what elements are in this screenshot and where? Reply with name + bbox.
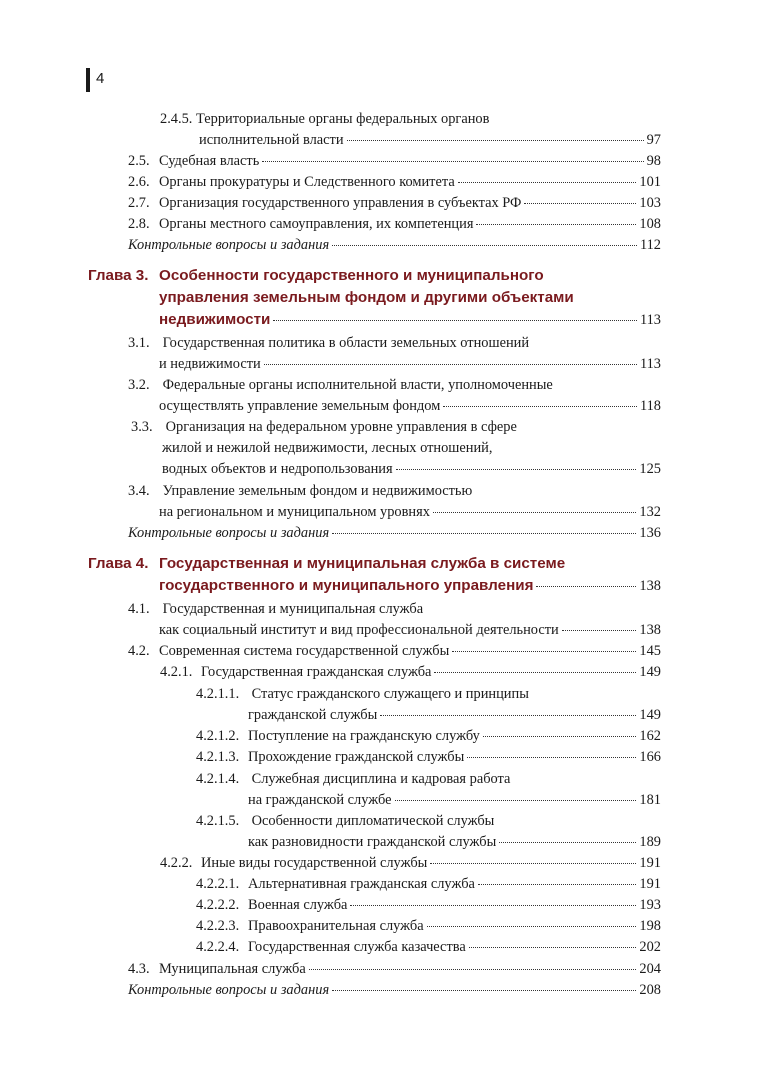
toc-entry-number: 4.2.	[128, 643, 150, 659]
toc-entry-4-2-1-1-cont[interactable]	[248, 705, 661, 726]
toc-entry-page: 189	[639, 834, 661, 850]
toc-entry-title: Поступление на гражданскую службу	[248, 728, 480, 744]
toc-entry-4-2-2-2[interactable]	[196, 895, 661, 916]
toc-entry-title: исполнительной власти	[199, 132, 344, 148]
toc-entry-title: Прохождение гражданской службы	[248, 749, 465, 765]
toc-entry-number: 4.1.	[128, 601, 150, 617]
dot-leader	[332, 533, 636, 534]
toc-entry-title: Государственная служба казачества	[248, 939, 466, 955]
toc-entry-title: Муниципальная служба	[159, 961, 306, 977]
dot-leader	[433, 512, 636, 513]
toc-entry-2-7[interactable]	[128, 193, 661, 214]
toc-entry-title: как социальный институт и вид профессиональной деятельности	[159, 622, 559, 638]
toc-entry-title: Организация государственного управления в субъектах РФ	[159, 195, 522, 211]
toc-entry-number: 3.2.	[128, 377, 150, 393]
toc-entry-page: 191	[639, 855, 661, 871]
toc-entry-3-3-line2: жилой и нежилой недвижимости, лесных отношений,	[162, 440, 493, 456]
dot-leader	[499, 842, 636, 843]
toc-entry-title: Современная система государственной службы	[159, 643, 450, 659]
toc-entry-number: 3.4.	[128, 483, 150, 499]
toc-entry-title: Государственная и муниципальная служба	[162, 601, 424, 617]
toc-entry-number: 4.2.1.	[160, 664, 193, 680]
toc-entry-number: 4.2.2.	[160, 855, 193, 871]
toc-entry-4-1-cont[interactable]	[159, 620, 661, 641]
dot-leader	[452, 651, 636, 652]
toc-entry-title: Служебная дисциплина и кадровая работа	[251, 771, 511, 787]
toc-entry-title: Органы прокуратуры и Следственного комитета	[159, 174, 455, 190]
toc-entry-number: 4.2.1.2.	[196, 728, 240, 744]
toc-entry-page: 112	[639, 237, 661, 253]
toc-entry-title: на региональном и муниципальном уровнях	[159, 504, 430, 520]
dot-leader	[332, 990, 636, 991]
dot-leader	[380, 715, 636, 716]
toc-entry-4-2-1-5-cont[interactable]	[248, 832, 661, 853]
toc-entry-3-1-cont[interactable]	[159, 354, 661, 375]
toc-entry-page: 162	[639, 728, 661, 744]
toc-entry-title: на гражданской службе	[248, 792, 392, 808]
toc-entry-page: 181	[639, 792, 661, 808]
toc-entry-page: 191	[639, 876, 661, 892]
toc-entry-page: 198	[639, 918, 661, 934]
toc-entry-title: Территориальные органы федеральных органов	[196, 111, 490, 127]
toc-entry-3-3	[131, 417, 517, 438]
toc-entry-page: 149	[639, 664, 661, 680]
toc-entry-title: Контрольные вопросы и задания	[128, 237, 330, 253]
page-number-bar	[86, 68, 90, 92]
toc-entry-4-2-1-4-cont[interactable]	[248, 790, 661, 811]
toc-entry-number: 4.2.1.1.	[196, 686, 240, 702]
toc-entry-page: 149	[639, 707, 661, 723]
chapter-title-line: государственного и муниципального управления	[159, 577, 534, 594]
dot-leader	[458, 182, 637, 183]
toc-entry-number: 4.2.2.2.	[196, 897, 240, 913]
toc-entry-page: 101	[639, 174, 661, 190]
dot-leader	[332, 245, 637, 246]
toc-entry-3-4	[128, 481, 472, 502]
toc-entry-4-1	[128, 599, 423, 620]
toc-entry-3-2-cont[interactable]	[159, 396, 661, 417]
dot-leader	[427, 926, 637, 927]
dot-leader	[562, 630, 637, 631]
dot-leader	[396, 469, 637, 470]
toc-entry-page: 118	[639, 398, 661, 414]
toc-entry-3-4-cont[interactable]	[159, 502, 661, 523]
toc-entry-title: Организация на федеральном уровне управления в сфере	[165, 419, 517, 435]
dot-leader	[469, 947, 637, 948]
toc-entry-page: 113	[639, 356, 661, 372]
toc-entry-4-3[interactable]	[128, 959, 661, 980]
dot-leader	[350, 905, 636, 906]
toc-entry-page: 138	[639, 622, 661, 638]
dot-leader	[524, 203, 636, 204]
toc-entry-page: 132	[639, 504, 661, 520]
toc-entry-questions-ch3[interactable]	[128, 523, 661, 544]
toc-entry-2-5[interactable]	[128, 151, 661, 172]
toc-entry-3-3-cont[interactable]	[162, 459, 661, 480]
toc-entry-4-2-1-4	[196, 769, 510, 790]
toc-entry-page: 103	[639, 195, 661, 211]
toc-entry-number: 4.2.2.3.	[196, 918, 240, 934]
toc-entry-4-2-2-3[interactable]	[196, 916, 661, 937]
toc-entry-title: Иные виды государственной службы	[201, 855, 428, 871]
toc-entry-number: 2.5.	[128, 153, 150, 169]
toc-entry-4-2-2[interactable]	[160, 853, 661, 874]
dot-leader	[536, 586, 636, 587]
chapter-title-line: Особенности государственного и муниципального	[159, 267, 544, 284]
toc-entry-number: 3.3.	[131, 419, 153, 435]
toc-entry-title: Государственная гражданская служба	[201, 664, 432, 680]
dot-leader	[430, 863, 636, 864]
toc-entry-4-2[interactable]	[128, 641, 661, 662]
dot-leader	[347, 140, 644, 141]
toc-entry-page: 145	[639, 643, 661, 659]
toc-entry-title: осуществлять управление земельным фондом	[159, 398, 441, 414]
toc-entry-number: 2.8.	[128, 216, 150, 232]
toc-entry-page: 136	[639, 525, 661, 541]
toc-entry-number: 2.4.5.	[160, 111, 193, 127]
dot-leader	[476, 224, 636, 225]
toc-entry-2-4-5-cont[interactable]	[199, 130, 661, 151]
dot-leader	[395, 800, 637, 801]
toc-entry-title: Контрольные вопросы и задания	[128, 982, 330, 998]
toc-entry-page: 125	[639, 461, 661, 477]
dot-leader	[309, 969, 637, 970]
toc-entry-page: 97	[646, 132, 661, 148]
toc-entry-4-2-1-1	[196, 684, 529, 705]
toc-entry-title: Органы местного самоуправления, их компетенция	[159, 216, 474, 232]
toc-entry-title: и недвижимости	[159, 356, 261, 372]
toc-entry-title: Судебная власть	[159, 153, 260, 169]
toc-entry-2-8[interactable]	[128, 214, 661, 235]
toc-entry-title: Управление земельным фондом и недвижимостью	[162, 483, 473, 499]
toc-entry-title: Контрольные вопросы и задания	[128, 525, 330, 541]
chapter-label: Глава 3.	[88, 267, 149, 284]
toc-entry-number: 2.6.	[128, 174, 150, 190]
toc-entry-title: как разновидности гражданской службы	[248, 834, 497, 850]
toc-entry-number: 4.2.1.4.	[196, 771, 240, 787]
toc-entry-title: Государственная политика в области земельных отношений	[162, 335, 530, 351]
dot-leader	[434, 672, 636, 673]
toc-entry-page: 208	[639, 982, 661, 998]
toc-entry-2-6[interactable]	[128, 172, 661, 193]
page-number: 4	[96, 70, 105, 87]
dot-leader	[273, 320, 637, 321]
toc-entry-page: 108	[639, 216, 661, 232]
toc-entry-number: 4.2.2.4.	[196, 939, 240, 955]
toc-entry-page: 166	[639, 749, 661, 765]
chapter-label: Глава 4.	[88, 555, 149, 572]
toc-entry-page: 204	[639, 961, 661, 977]
toc-entry-page: 202	[639, 939, 661, 955]
toc-entry-title: Военная служба	[248, 897, 348, 913]
dot-leader	[262, 161, 643, 162]
toc-entry-title: Альтернативная гражданская служба	[248, 876, 475, 892]
toc-entry-page: 193	[639, 897, 661, 913]
toc-entry-number: 4.2.1.5.	[196, 813, 240, 829]
toc-entry-number: 2.7.	[128, 195, 150, 211]
dot-leader	[264, 364, 637, 365]
dot-leader	[467, 757, 636, 758]
dot-leader	[483, 736, 637, 737]
chapter-title-line: Государственная и муниципальная служба в системе	[159, 555, 566, 572]
chapter-title-line: недвижимости	[159, 311, 271, 328]
toc-entry-4-2-2-4[interactable]	[196, 937, 661, 958]
toc-entry-title: водных объектов и недропользования	[162, 461, 393, 477]
toc-entry-number: 4.3.	[128, 961, 150, 977]
toc-entry-title: Статус гражданского служащего и принципы	[251, 686, 529, 702]
toc-entry-number: 4.2.1.3.	[196, 749, 240, 765]
toc-entry-questions-ch4[interactable]	[128, 980, 661, 1001]
toc-entry-number: 3.1.	[128, 335, 150, 351]
chapter-4-heading-cont[interactable]	[159, 575, 661, 597]
dot-leader	[443, 406, 637, 407]
toc-entry-questions-ch2[interactable]	[128, 235, 661, 256]
chapter-title-line: управления земельным фондом и другими объектами	[159, 289, 574, 306]
dot-leader	[478, 884, 637, 885]
chapter-4-heading[interactable]	[88, 553, 668, 575]
toc-entry-page: 138	[639, 578, 661, 594]
toc-entry-title: Федеральные органы исполнительной власти, уполномоченные	[162, 377, 553, 393]
toc-entry-4-2-1-3[interactable]	[196, 747, 661, 768]
toc-entry-title: Особенности дипломатической службы	[251, 813, 495, 829]
toc-entry-4-2-1[interactable]	[160, 662, 661, 683]
toc-entry-3-1	[128, 333, 529, 354]
toc-entry-4-2-1-2[interactable]	[196, 726, 661, 747]
toc-entry-4-2-2-1[interactable]	[196, 874, 661, 895]
toc-entry-title: Правоохранительная служба	[248, 918, 424, 934]
toc-entry-number: 4.2.2.1.	[196, 876, 240, 892]
toc-entry-page: 113	[639, 312, 661, 328]
toc-entry-title: гражданской службы	[248, 707, 378, 723]
chapter-3-heading-cont[interactable]	[159, 309, 661, 331]
toc-entry-3-2	[128, 375, 553, 396]
toc-entry-2-4-5	[160, 109, 489, 130]
toc-entry-4-2-1-5	[196, 811, 494, 832]
toc-entry-page: 98	[646, 153, 661, 169]
